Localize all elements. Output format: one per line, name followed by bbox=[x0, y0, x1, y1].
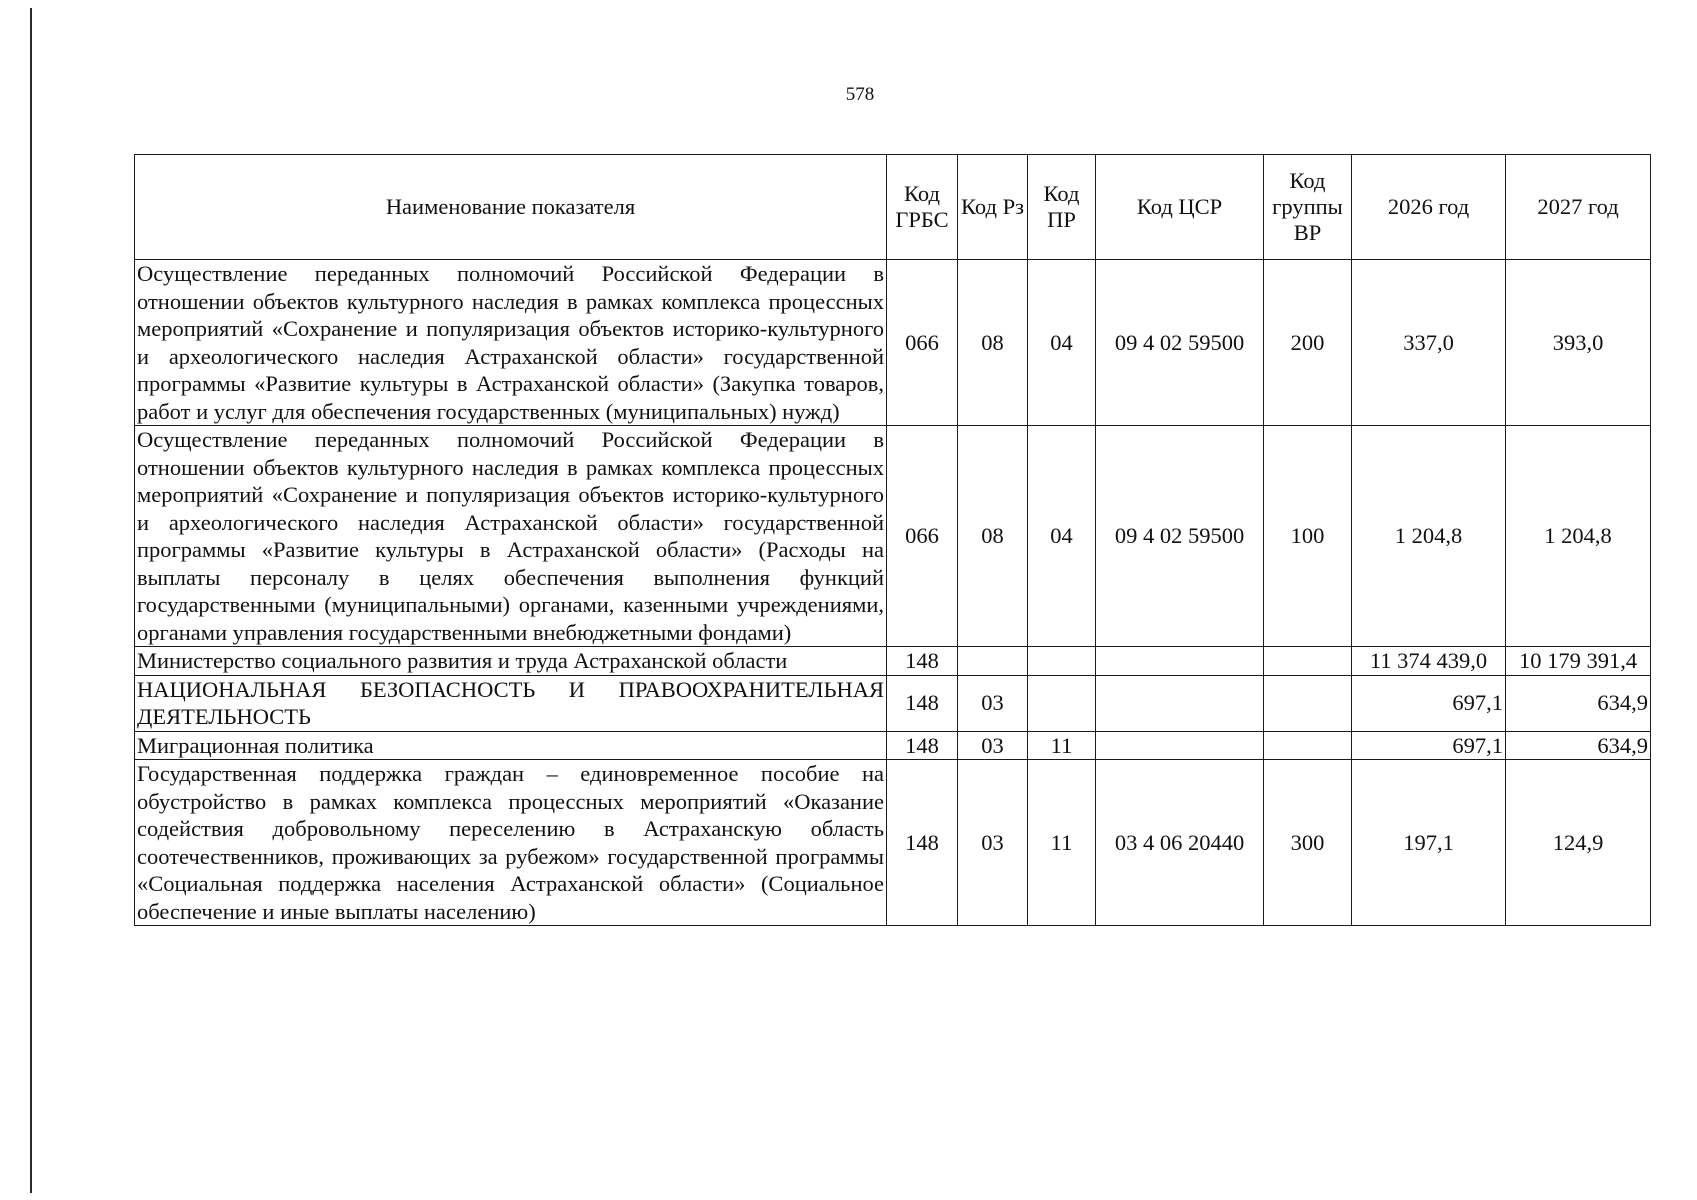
page-number: 578 bbox=[845, 84, 875, 105]
table-row bbox=[135, 675, 1651, 731]
budget-table bbox=[134, 154, 1651, 926]
row-csr: 03 4 06 20440 bbox=[1096, 760, 1264, 926]
table-header-row bbox=[135, 155, 1651, 260]
row-2026: 337,0 bbox=[1352, 260, 1506, 426]
row-name: Государственная поддержка граждан – единовременное пособие на обустройство в рамках комплекса процессных мероприятий «Оказание содействия добровольному переселению в Астраханскую область соотечественников, проживающих за рубежом» государственной программы «Социальная поддержка населения Астраханской области» (Социальное обеспечение и иные выплаты населению) bbox=[135, 760, 887, 926]
row-rz bbox=[958, 647, 1028, 676]
row-2027: 1 204,8 bbox=[1506, 426, 1651, 647]
row-2026: 697,1 bbox=[1352, 675, 1506, 731]
row-name: Осуществление переданных полномочий Российской Федерации в отношении объектов культурного наследия в рамках комплекса процессных мероприятий «Сохранение и популяризация объектов историко-культурного и археологического наследия Астраханской области» государственной программы «Развитие культуры в Астраханской области» (Закупка товаров, работ и услуг для обеспечения государственных (муниципальных) нужд) bbox=[135, 260, 887, 426]
row-vr bbox=[1264, 647, 1352, 676]
header-rz: Код Рз bbox=[958, 155, 1028, 260]
row-rz: 03 bbox=[958, 675, 1028, 731]
row-grbs: 148 bbox=[887, 760, 958, 926]
header-2027: 2027 год bbox=[1506, 155, 1651, 260]
row-pr bbox=[1028, 647, 1096, 676]
row-rz: 08 bbox=[958, 260, 1028, 426]
row-csr bbox=[1096, 647, 1264, 676]
header-2026: 2026 год bbox=[1352, 155, 1506, 260]
table-row bbox=[135, 260, 1651, 426]
row-rz: 03 bbox=[958, 760, 1028, 926]
row-name: Министерство социального развития и труда Астраханской области bbox=[135, 647, 887, 676]
row-csr: 09 4 02 59500 bbox=[1096, 426, 1264, 647]
header-pr: Код ПР bbox=[1028, 155, 1096, 260]
row-vr: 200 bbox=[1264, 260, 1352, 426]
row-vr: 300 bbox=[1264, 760, 1352, 926]
scan-border-line bbox=[30, 8, 32, 1193]
row-csr bbox=[1096, 675, 1264, 731]
row-2027: 634,9 bbox=[1506, 675, 1651, 731]
row-2026: 1 204,8 bbox=[1352, 426, 1506, 647]
row-pr: 04 bbox=[1028, 426, 1096, 647]
table-row bbox=[135, 760, 1651, 926]
row-2026: 197,1 bbox=[1352, 760, 1506, 926]
row-vr: 100 bbox=[1264, 426, 1352, 647]
row-rz: 08 bbox=[958, 426, 1028, 647]
row-grbs: 148 bbox=[887, 675, 958, 731]
row-csr bbox=[1096, 731, 1264, 760]
row-2027: 10 179 391,4 bbox=[1506, 647, 1651, 676]
table-row bbox=[135, 731, 1651, 760]
table-row bbox=[135, 647, 1651, 676]
row-pr: 04 bbox=[1028, 260, 1096, 426]
row-2027: 393,0 bbox=[1506, 260, 1651, 426]
header-csr: Код ЦСР bbox=[1096, 155, 1264, 260]
row-grbs: 148 bbox=[887, 731, 958, 760]
row-2027: 634,9 bbox=[1506, 731, 1651, 760]
row-grbs: 066 bbox=[887, 426, 958, 647]
row-pr: 11 bbox=[1028, 760, 1096, 926]
row-name: НАЦИОНАЛЬНАЯ БЕЗОПАСНОСТЬ И ПРАВООХРАНИТЕЛЬНАЯ ДЕЯТЕЛЬНОСТЬ bbox=[135, 675, 887, 731]
row-pr: 11 bbox=[1028, 731, 1096, 760]
row-pr bbox=[1028, 675, 1096, 731]
row-vr bbox=[1264, 731, 1352, 760]
row-name: Осуществление переданных полномочий Российской Федерации в отношении объектов культурного наследия в рамках комплекса процессных мероприятий «Сохранение и популяризация объектов историко-культурного и археологического наследия Астраханской области» государственной программы «Развитие культуры в Астраханской области» (Расходы на выплаты персоналу в целях обеспечения выполнения функций государственными (муниципальными) органами, казенными учреждениями, органами управления государственными внебюджетными фондами) bbox=[135, 426, 887, 647]
row-csr: 09 4 02 59500 bbox=[1096, 260, 1264, 426]
header-name: Наименование показателя bbox=[135, 155, 887, 260]
row-2026: 11 374 439,0 bbox=[1352, 647, 1506, 676]
row-2026: 697,1 bbox=[1352, 731, 1506, 760]
row-vr bbox=[1264, 675, 1352, 731]
header-vr: Код группы ВР bbox=[1264, 155, 1352, 260]
row-rz: 03 bbox=[958, 731, 1028, 760]
row-grbs: 148 bbox=[887, 647, 958, 676]
table-row bbox=[135, 426, 1651, 647]
row-name: Миграционная политика bbox=[135, 731, 887, 760]
header-grbs: Код ГРБС bbox=[887, 155, 958, 260]
row-grbs: 066 bbox=[887, 260, 958, 426]
row-2027: 124,9 bbox=[1506, 760, 1651, 926]
